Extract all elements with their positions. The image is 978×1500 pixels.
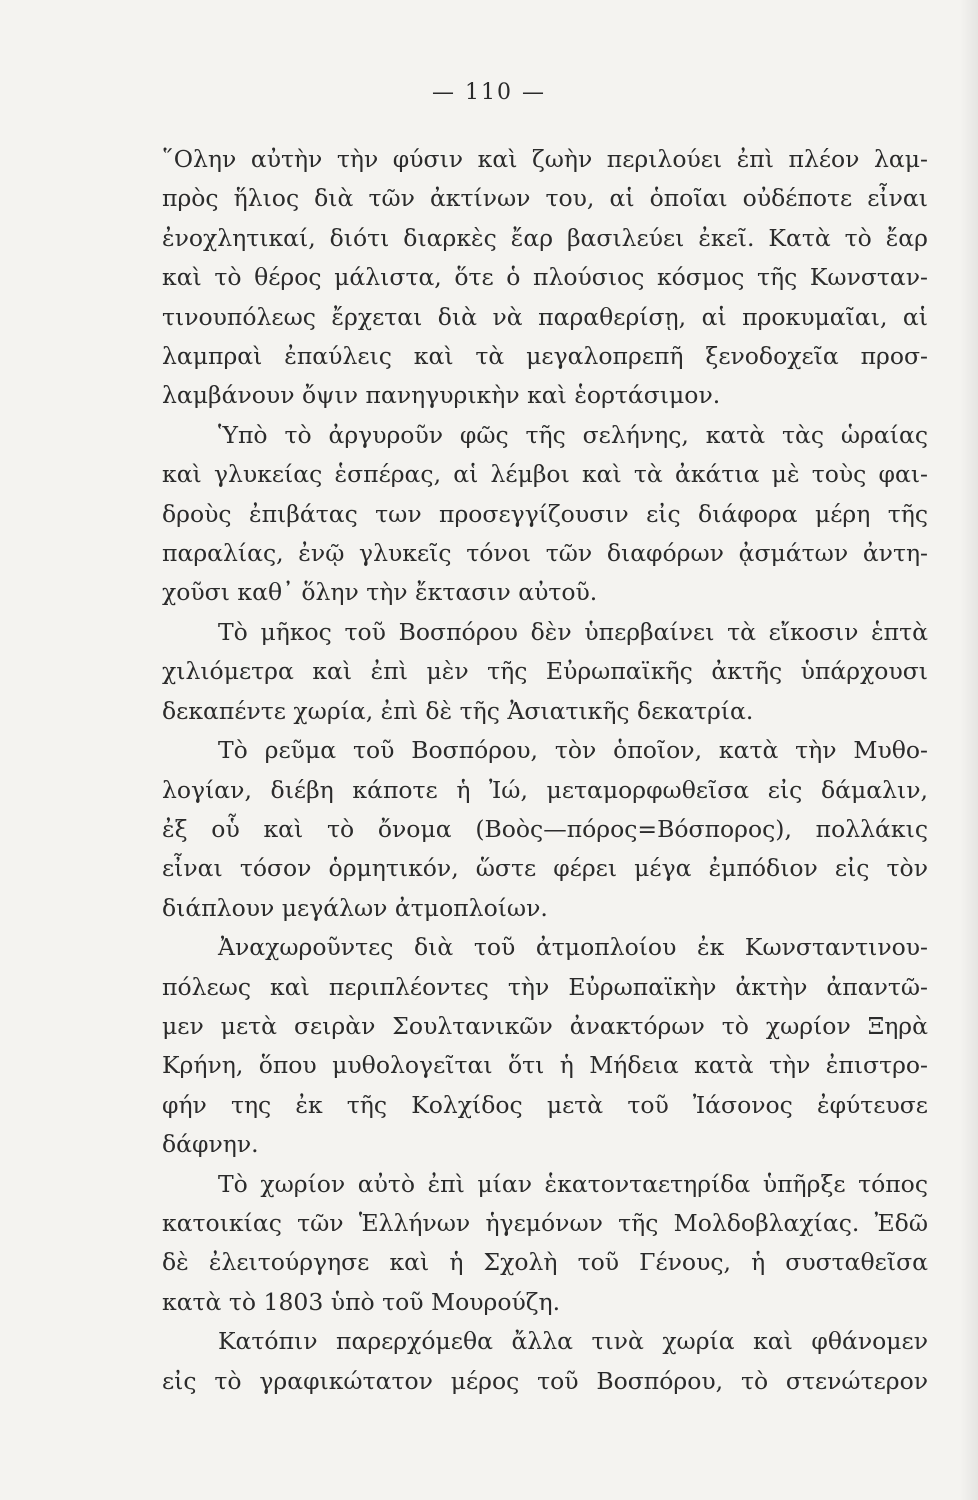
text-line: Ὑπὸ τὸ ἀργυροῦν φῶς τῆς σελήνης, κατὰ τὰς ὡραίας <box>218 420 928 449</box>
text-line: πόλεως καὶ περιπλέοντες τὴν Εὐρωπαϊκὴν ἀκτὴν ἀπαντῶ- <box>162 972 928 1001</box>
text-line: κατοικίας τῶν Ἑλλήνων ἡγεμόνων τῆς Μολδοβλαχίας. Ἐδῶ <box>162 1208 928 1237</box>
text-line: ἐξ οὗ καὶ τὸ ὄνομα (Βοὸς—πόρος=Βόσπορος), πολλάκις <box>162 814 928 843</box>
text-line: εἰς τὸ γραφικώτατον μέρος τοῦ Βοσπόρου, τὸ στενώτερον <box>162 1366 928 1395</box>
text-line: χοῦσι καθ᾽ ὅλην τὴν ἔκτασιν αὐτοῦ. <box>162 578 598 607</box>
text-line: Τὸ χωρίον αὐτὸ ἐπὶ μίαν ἑκατονταετηρίδα ὑπῆρξε τόπος <box>218 1169 928 1198</box>
text-line: δεκαπέντε χωρία, ἐπὶ δὲ τῆς Ἀσιατικῆς δεκατρία. <box>162 696 754 725</box>
body-text <box>162 140 928 1401</box>
text-line: Κατόπιν παρερχόμεθα ἄλλα τινὰ χωρία καὶ φθάνομεν <box>218 1327 928 1356</box>
text-line: ἐνοχλητικαί, διότι διαρκὲς ἔαρ βασιλεύει ἐκεῖ. Κατὰ τὸ ἔαρ <box>162 223 928 252</box>
text-line: καὶ γλυκείας ἑσπέρας, αἱ λέμβοι καὶ τὰ ἀκάτια μὲ τοὺς φαι- <box>162 460 928 489</box>
text-line: τινουπόλεως ἔρχεται διὰ νὰ παραθερίσῃ, αἱ προκυμαῖαι, αἱ <box>162 302 928 331</box>
text-line: Ἀναχωροῦντες διὰ τοῦ ἀτμοπλοίου ἐκ Κωνσταντινου- <box>218 933 928 962</box>
text-line: λαμβάνουν ὄψιν πανηγυρικὴν καὶ ἑορτάσιμον. <box>162 381 721 410</box>
text-line: Τὸ μῆκος τοῦ Βοσπόρου δὲν ὑπερβαίνει τὰ εἴκοσιν ἑπτὰ <box>218 617 928 646</box>
text-line: ῞Ολην αὐτὴν τὴν φύσιν καὶ ζωὴν περιλούει ἐπὶ πλέον λαμ- <box>162 145 928 173</box>
text-line: φήν της ἐκ τῆς Κολχίδος μετὰ τοῦ Ἰάσονος ἐφύτευσε <box>162 1090 928 1119</box>
text-line: Τὸ ρεῦμα τοῦ Βοσπόρου, τὸν ὁποῖον, κατὰ τὴν Μυθο- <box>218 736 928 765</box>
text-line: κατὰ τὸ 1803 ὑπὸ τοῦ Μουρούζη. <box>162 1287 561 1316</box>
page-edge-shadow <box>960 0 978 1500</box>
text-line: λογίαν, διέβη κάποτε ἡ Ἰώ, μεταμορφωθεῖσα εἰς δάμαλιν, <box>162 775 928 804</box>
text-line: λαμπραὶ ἐπαύλεις καὶ τὰ μεγαλοπρεπῆ ξενοδοχεῖα προσ- <box>162 342 928 371</box>
text-line: εἶναι τόσον ὁρμητικόν, ὥστε φέρει μέγα ἐμπόδιον εἰς τὸν <box>162 854 928 883</box>
text-line: δροὺς ἐπιβάτας των προσεγγίζουσιν εἰς διάφορα μέρη τῆς <box>162 499 928 528</box>
text-line: μεν μετὰ σειρὰν Σουλτανικῶν ἀνακτόρων τὸ χωρίον Ξηρὰ <box>162 1011 928 1040</box>
text-line: δὲ ἐλειτούργησε καὶ ἡ Σχολὴ τοῦ Γένους, ἡ συσταθεῖσα <box>162 1248 928 1277</box>
text-line: Κρήνη, ὅπου μυθολογεῖται ὅτι ἡ Μήδεια κατὰ τὴν ἐπιστρο- <box>162 1051 928 1080</box>
text-line: πρὸς ἥλιος διὰ τῶν ἀκτίνων του, αἱ ὁποῖαι οὐδέποτε εἶναι <box>162 184 928 213</box>
text-line: δάφνην. <box>162 1130 259 1159</box>
text-line: διάπλουν μεγάλων ἀτμοπλοίων. <box>162 893 548 922</box>
text-line: χιλιόμετρα καὶ ἐπὶ μὲν τῆς Εὐρωπαϊκῆς ἀκτῆς ὑπάρχουσι <box>162 657 928 686</box>
page-number: — 110 — <box>432 80 546 105</box>
text-line: παραλίας, ἐνῷ γλυκεῖς τόνοι τῶν διαφόρων ᾀσμάτων ἀντη- <box>162 539 928 568</box>
text-line: καὶ τὸ θέρος μάλιστα, ὅτε ὁ πλούσιος κόσμος τῆς Κωνσταν- <box>162 263 928 292</box>
